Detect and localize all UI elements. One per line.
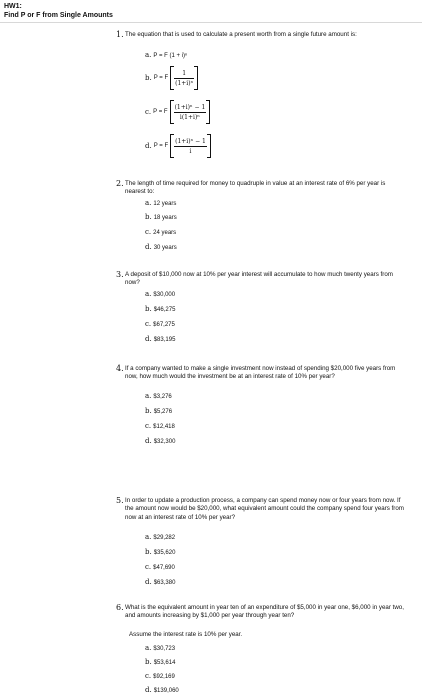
option-value: $92,169 — [153, 674, 175, 680]
option-a — [145, 393, 172, 401]
option-a — [145, 291, 175, 299]
option-a — [145, 200, 176, 208]
option-label: a. — [145, 392, 152, 400]
option-label: b. — [145, 213, 152, 221]
option-label: b. — [145, 658, 152, 666]
formula-prefix: P = F — [153, 143, 169, 149]
option-label: c. — [145, 672, 152, 680]
formula-bracket — [170, 66, 198, 90]
option-value: $35,620 — [153, 550, 176, 556]
page-title: Find P or F from Single Amounts — [4, 12, 113, 19]
option-c — [145, 423, 175, 431]
option-d — [145, 336, 175, 344]
hw-label: HW1: — [4, 3, 22, 10]
option-label: a. — [145, 51, 152, 59]
option-label: a. — [145, 290, 152, 298]
option-label: c. — [145, 422, 152, 430]
option-d — [145, 244, 177, 252]
option-label: c. — [145, 108, 152, 116]
question-number: 6. — [116, 603, 124, 612]
option-c — [145, 100, 210, 124]
fraction-denominator: i(1+i)ⁿ — [179, 113, 200, 121]
question-number: 3. — [116, 270, 124, 279]
option-value: $63,380 — [153, 580, 176, 586]
option-label: b. — [145, 305, 152, 313]
formula-prefix: P = F — [153, 109, 168, 115]
option-a — [145, 52, 187, 60]
option-value: $47,690 — [153, 565, 175, 571]
question-text: If a company wanted to make a single investment now instead of spending $20,000 five years from now, how much would the investment be at an interest rate of 10% per year? — [125, 365, 396, 381]
fraction-numerator: 1 — [182, 69, 187, 77]
header-divider — [0, 22, 422, 23]
option-value: 24 years — [153, 230, 177, 236]
option-value: $29,282 — [153, 535, 176, 541]
option-label: b. — [145, 74, 152, 82]
option-value: $46,275 — [153, 307, 176, 313]
question-text: The equation that is used to calculate a present worth from a single future amount is: — [125, 31, 357, 38]
option-value: P = F (1 + i)ⁿ — [153, 53, 188, 59]
option-b — [145, 549, 175, 557]
question-text: What is the equivalent amount in year ten of an expenditure of $5,000 in year one, $6,000 in year two, and amounts increasing by $1,000 per year through year ten? — [125, 604, 404, 620]
option-label: b. — [145, 548, 152, 556]
option-c — [145, 229, 176, 237]
option-label: d. — [145, 243, 152, 251]
option-d — [145, 579, 175, 587]
option-value: $67,275 — [153, 322, 175, 328]
option-label: a. — [145, 199, 152, 207]
question-number: 5. — [116, 496, 124, 505]
fraction-numerator: (1+i)ⁿ − 1 — [174, 103, 206, 111]
option-label: a. — [145, 533, 152, 541]
option-value: 18 years — [153, 215, 177, 221]
question-number: 1. — [116, 30, 124, 39]
option-label: d. — [145, 578, 152, 586]
option-d — [145, 134, 211, 158]
option-label: d. — [145, 335, 152, 343]
option-a — [145, 534, 175, 542]
option-b — [145, 659, 175, 667]
option-value: 30 years — [153, 245, 177, 251]
formula-fraction — [174, 104, 207, 121]
option-b — [145, 214, 177, 222]
option-label: d. — [145, 142, 152, 150]
option-label: a. — [145, 644, 152, 652]
option-b — [145, 66, 198, 90]
option-label: c. — [145, 320, 152, 328]
option-value: $3,276 — [153, 394, 172, 400]
question-text: In order to update a production process, a company can spend money now or four years from now. If the amount now would be $20,000, what equivalent amount could the company spend four years from now at an interest rate of 10% per year? — [125, 497, 404, 521]
option-value: $30,723 — [153, 646, 176, 652]
formula-bracket — [170, 100, 211, 124]
question-note: Assume the interest rate is 10% per year. — [129, 631, 243, 638]
fraction-denominator: (1+i)ⁿ — [175, 79, 194, 87]
option-value: $83,195 — [153, 337, 176, 343]
question-number: 4. — [116, 364, 124, 373]
option-value: $53,614 — [153, 660, 176, 666]
fraction-denominator: i — [189, 147, 192, 155]
option-label: d. — [145, 686, 152, 694]
option-c — [145, 564, 175, 572]
option-c — [145, 321, 175, 329]
option-label: b. — [145, 407, 152, 415]
option-value: $139,060 — [153, 688, 179, 694]
option-value: $12,418 — [153, 424, 175, 430]
option-a — [145, 645, 175, 653]
option-value: $5,276 — [153, 409, 173, 415]
formula-bracket — [170, 134, 211, 158]
option-value: $32,300 — [153, 439, 176, 445]
option-d — [145, 687, 179, 695]
option-label: c. — [145, 563, 152, 571]
option-value: 12 years — [153, 201, 177, 207]
formula-fraction — [174, 70, 194, 87]
option-label: c. — [145, 228, 152, 236]
option-value: $30,000 — [153, 292, 176, 298]
formula-prefix: P = F — [153, 75, 169, 81]
option-b — [145, 306, 175, 314]
option-c — [145, 673, 175, 681]
formula-fraction — [174, 138, 207, 155]
option-label: d. — [145, 437, 152, 445]
option-d — [145, 438, 175, 446]
question-number: 2. — [116, 179, 124, 188]
fraction-numerator: (1+i)ⁿ − 1 — [175, 137, 206, 145]
question-text: The length of time required for money to quadruple in value at an interest rate of 6% per year is nearest to: — [125, 180, 386, 196]
option-b — [145, 408, 172, 416]
question-text: A deposit of $10,000 now at 10% per year interest will accumulate to how much twenty years from now? — [125, 271, 393, 287]
